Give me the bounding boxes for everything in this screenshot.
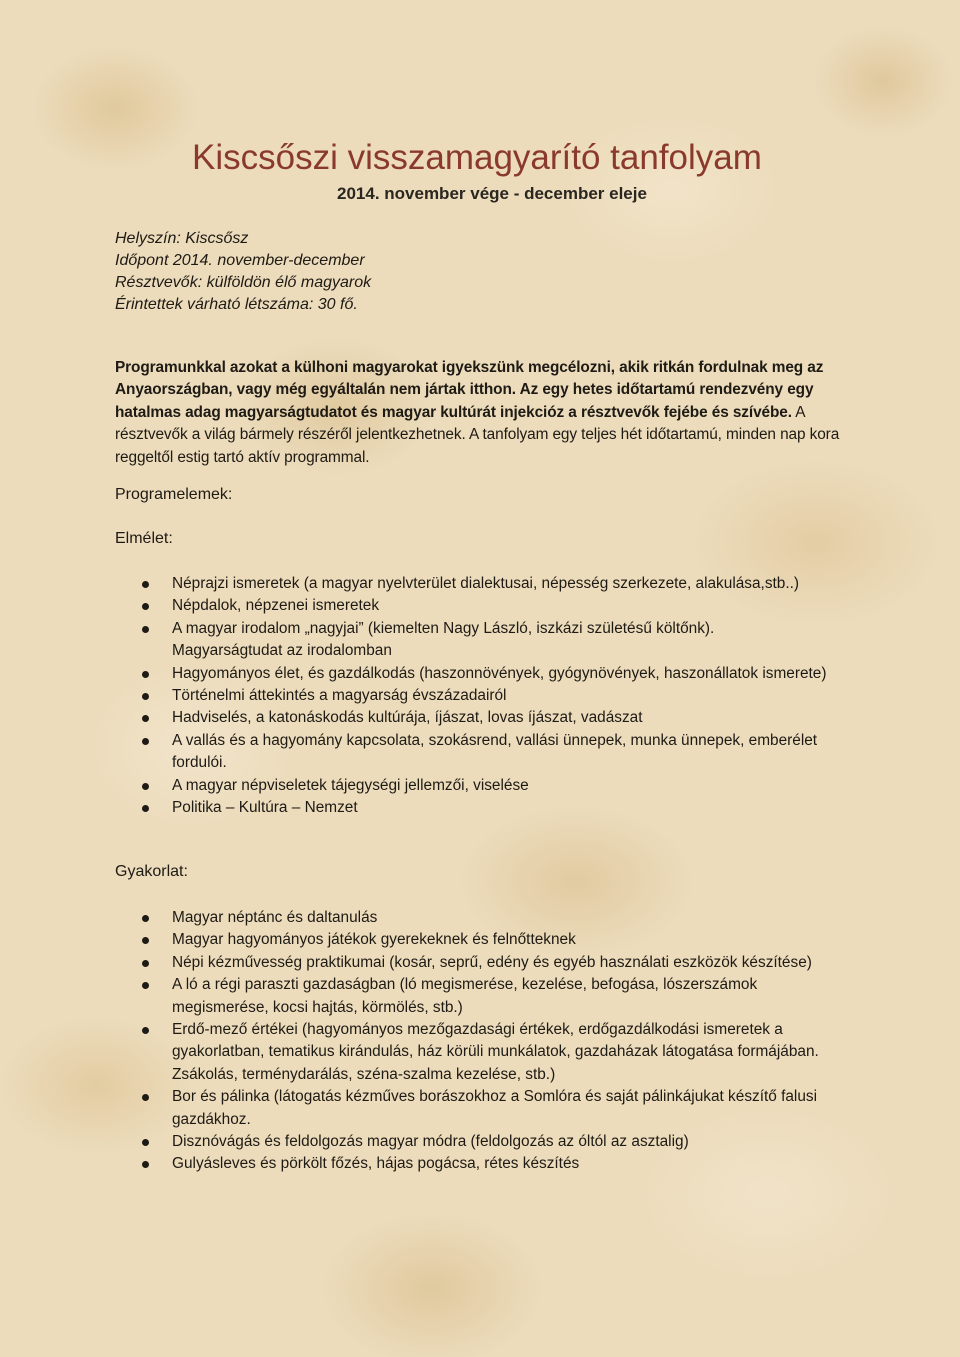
bullet-icon (142, 1094, 149, 1101)
bullet-icon (142, 671, 149, 678)
list-item (115, 929, 855, 951)
gyakorlat-heading: Gyakorlat: (115, 863, 188, 880)
list-item-text: Történelmi áttekintés a magyarság évszázadairól (172, 687, 507, 705)
bullet-icon (142, 1139, 149, 1146)
bullet-icon (142, 1161, 149, 1168)
info-date: Időpont 2014. november-december (115, 252, 365, 269)
gyakorlat-list (115, 907, 855, 1176)
list-item-text: A magyar népviseletek tájegységi jellemzői, viselése (172, 776, 529, 794)
bullet-icon (142, 738, 149, 745)
list-item-text: A vallás és a hagyomány kapcsolata, szokásrend, vallási ünnepek, munka ünnepek, emberélet fordulói. (172, 731, 818, 772)
list-item-text: Erdő-mező értékei (hagyományos mezőgazdasági értékek, erdőgazdálkodási ismeretek a gyakorlatban, tematikus kirándulás, ház körüli munkálatok, gazdaházak látogatása formájában. Zsákolás, terménydarálás, széna-szalma kezelése, stb.) (172, 1021, 819, 1083)
list-item-text: Gulyásleves és pörkölt főzés, hájas pogácsa, rétes készítés (172, 1155, 580, 1173)
document-title: Kiscsőszi visszamagyarító tanfolyam (192, 138, 762, 177)
list-item (115, 1153, 855, 1175)
list-item (115, 1086, 855, 1131)
intro-bold-text: Programunkkal azokat a külhoni magyarokat igyekszünk megcélozni, akik ritkán fordulnak meg az Anyaországban, vagy még egyáltalán nem jártak itthon. Az egy hetes időtartamú rendezvény egy hatalmas adag magyarságtudatot és magyar kultúrát injekcióz a résztvevők fejébe és szívébe. (115, 359, 824, 421)
list-item-text: Népi kézművesség praktikumai (kosár, seprű, edény és egyéb használati eszközök készítése) (172, 953, 812, 971)
list-item-text: Népdalok, népzenei ismeretek (172, 597, 380, 615)
bullet-icon (142, 626, 149, 633)
list-item (115, 707, 855, 729)
list-item-text: Hagyományos élet, és gazdálkodás (haszonnövények, gyógynövények, haszonállatok ismerete) (172, 664, 827, 682)
list-item (115, 907, 855, 929)
bullet-icon (142, 982, 149, 989)
list-item-text: Bor és pálinka (látogatás kézműves borászokhoz a Somlóra és saját pálinkájukat készítő falusi gazdákhoz. (172, 1088, 818, 1128)
info-location: Helyszín: Kiscsősz (115, 230, 249, 247)
bullet-icon (142, 603, 149, 610)
document-subtitle: 2014. november vége - december eleje (337, 184, 647, 203)
bullet-icon (142, 915, 149, 922)
info-headcount: Érintettek várható létszáma: 30 fő. (115, 296, 358, 313)
list-item (115, 1131, 855, 1153)
list-item-text: Magyar néptánc és daltanulás (172, 909, 378, 926)
list-item (115, 730, 855, 775)
bullet-icon (142, 960, 149, 967)
list-item (115, 595, 855, 617)
bullet-icon (142, 693, 149, 700)
list-item-text: A magyar irodalom „nagyjai” (kiemelten Nagy László, iszkázi születésű költőnk). (172, 619, 715, 637)
list-item (115, 618, 855, 640)
info-participants: Résztvevők: külföldön élő magyarok (115, 274, 372, 291)
list-item (115, 685, 855, 707)
list-item-text: Hadviselés, a katonáskodás kultúrája, íjászat, lovas íjászat, vadászat (172, 709, 643, 727)
bullet-icon (142, 783, 149, 790)
bullet-icon (142, 581, 149, 588)
bullet-icon (142, 1027, 149, 1034)
list-item (115, 573, 855, 595)
list-item (115, 663, 855, 685)
list-item-text: Magyar hagyományos játékok gyerekeknek és felnőtteknek (172, 931, 576, 949)
list-item (115, 640, 855, 662)
elmelet-list (115, 573, 855, 819)
list-item-text: Néprajzi ismeretek (a magyar nyelvterület dialektusai, népesség szerkezete, alakulása,stb..) (172, 575, 800, 592)
list-item-text: Disznóvágás és feldolgozás magyar módra (feldolgozás az óltól az asztalig) (172, 1133, 689, 1151)
list-item (115, 1019, 855, 1086)
list-item (115, 974, 855, 1019)
list-item (115, 952, 855, 974)
list-item-text: Politika – Kultúra – Nemzet (172, 799, 358, 817)
list-item-text: Magyarságtudat az irodalomban (172, 642, 392, 660)
intro-normal-text: A résztvevők a világ bármely részéről jelentkezhetnek. A tanfolyam egy teljes hét időtartamú, minden nap kora reggeltől estig tartó aktív programmal. (115, 403, 840, 466)
list-item-text: A ló a régi paraszti gazdaságban (ló megismerése, kezelése, befogása, lószerszámok megismerése, kocsi hajtás, körmölés, stb.) (172, 976, 758, 1016)
list-item (115, 775, 855, 797)
intro-paragraph (115, 357, 855, 469)
elmelet-heading: Elmélet: (115, 530, 173, 547)
event-info-block (115, 228, 371, 316)
list-item (115, 797, 855, 819)
programelemek-heading: Programelemek: (115, 486, 233, 503)
bullet-icon (142, 937, 149, 944)
bullet-icon (142, 715, 149, 722)
bullet-icon (142, 805, 149, 812)
